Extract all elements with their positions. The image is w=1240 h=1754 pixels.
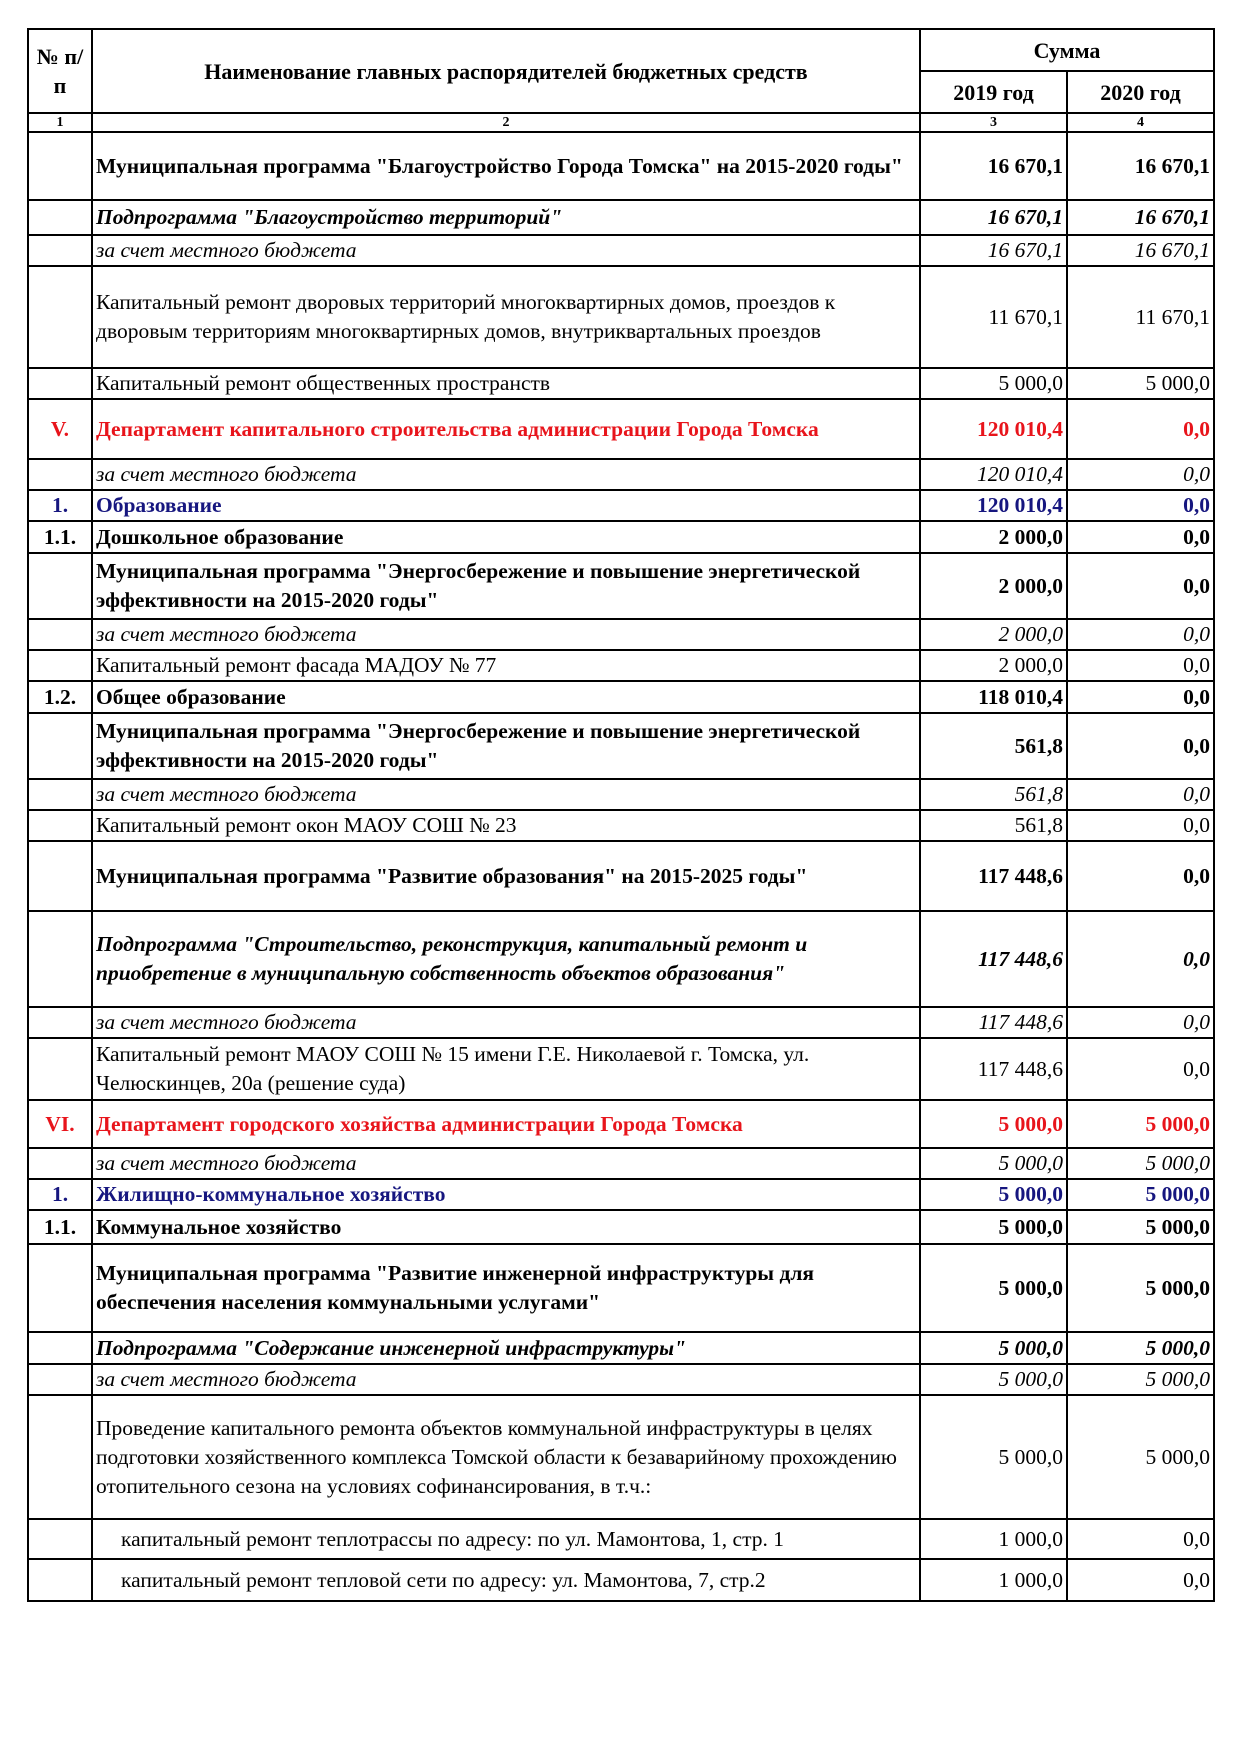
row-2019: 120 010,4 bbox=[920, 399, 1067, 459]
row-2020: 0,0 bbox=[1067, 1519, 1214, 1559]
table-row bbox=[28, 1559, 1214, 1601]
table-row bbox=[28, 841, 1214, 911]
table-row bbox=[28, 1364, 1214, 1395]
colnum-1: 1 bbox=[28, 113, 92, 132]
row-name: Департамент городского хозяйства администрации Города Томска bbox=[92, 1100, 920, 1148]
row-name: за счет местного бюджета bbox=[92, 779, 920, 810]
row-num bbox=[28, 1364, 92, 1395]
row-2020: 0,0 bbox=[1067, 911, 1214, 1007]
row-num bbox=[28, 1148, 92, 1179]
row-num bbox=[28, 841, 92, 911]
row-2020: 0,0 bbox=[1067, 619, 1214, 650]
row-2019: 2 000,0 bbox=[920, 553, 1067, 619]
row-name: за счет местного бюджета bbox=[92, 1148, 920, 1179]
row-2020: 11 670,1 bbox=[1067, 266, 1214, 368]
row-num: 1. bbox=[28, 1179, 92, 1210]
row-2020: 16 670,1 bbox=[1067, 200, 1214, 235]
row-name: Капитальный ремонт окон МАОУ СОШ № 23 bbox=[92, 810, 920, 841]
row-name: за счет местного бюджета bbox=[92, 1364, 920, 1395]
table-row bbox=[28, 235, 1214, 266]
row-2019: 16 670,1 bbox=[920, 235, 1067, 266]
row-name: Капитальный ремонт дворовых территорий многоквартирных домов, проездов к дворовым территориям многоквартирных домов, внутриквартальных проездов bbox=[92, 266, 920, 368]
budget-table-sheet bbox=[27, 28, 1213, 1602]
row-2020: 0,0 bbox=[1067, 459, 1214, 490]
table-row bbox=[28, 810, 1214, 841]
row-2020: 0,0 bbox=[1067, 1559, 1214, 1601]
row-num bbox=[28, 553, 92, 619]
table-row bbox=[28, 368, 1214, 399]
row-name: Коммунальное хозяйство bbox=[92, 1210, 920, 1244]
row-num bbox=[28, 779, 92, 810]
row-name: Капитальный ремонт МАОУ СОШ № 15 имени Г.Е. Николаевой г. Томска, ул. Челюскинцев, 20а (решение суда) bbox=[92, 1038, 920, 1100]
row-2019: 561,8 bbox=[920, 713, 1067, 779]
row-name: за счет местного бюджета bbox=[92, 235, 920, 266]
row-num bbox=[28, 810, 92, 841]
row-2019: 118 010,4 bbox=[920, 681, 1067, 713]
row-2020: 5 000,0 bbox=[1067, 1148, 1214, 1179]
row-2020: 16 670,1 bbox=[1067, 235, 1214, 266]
row-2019: 5 000,0 bbox=[920, 1332, 1067, 1364]
header-2020: 2020 год bbox=[1067, 71, 1214, 113]
table-row bbox=[28, 650, 1214, 681]
row-2019: 5 000,0 bbox=[920, 368, 1067, 399]
row-name: Муниципальная программа "Развитие инженерной инфраструктуры для обеспечения населения коммунальными услугами" bbox=[92, 1244, 920, 1332]
colnum-3: 3 bbox=[920, 113, 1067, 132]
colnum-4: 4 bbox=[1067, 113, 1214, 132]
table-row bbox=[28, 521, 1214, 553]
row-2020: 5 000,0 bbox=[1067, 1210, 1214, 1244]
row-2019: 120 010,4 bbox=[920, 490, 1067, 521]
row-num bbox=[28, 132, 92, 200]
table-row bbox=[28, 1038, 1214, 1100]
row-2019: 117 448,6 bbox=[920, 911, 1067, 1007]
row-2019: 5 000,0 bbox=[920, 1364, 1067, 1395]
row-2019: 561,8 bbox=[920, 779, 1067, 810]
row-name: капитальный ремонт тепловой сети по адресу: ул. Мамонтова, 7, стр.2 bbox=[92, 1559, 920, 1601]
row-2019: 5 000,0 bbox=[920, 1100, 1067, 1148]
row-2019: 1 000,0 bbox=[920, 1559, 1067, 1601]
table-row-department bbox=[28, 1100, 1214, 1148]
row-name: Капитальный ремонт фасада МАДОУ № 77 bbox=[92, 650, 920, 681]
header-name: Наименование главных распорядителей бюджетных средств bbox=[92, 29, 920, 113]
row-2019: 5 000,0 bbox=[920, 1244, 1067, 1332]
row-2019: 2 000,0 bbox=[920, 650, 1067, 681]
row-2020: 5 000,0 bbox=[1067, 1395, 1214, 1519]
table-row-section bbox=[28, 490, 1214, 521]
table-row bbox=[28, 200, 1214, 235]
row-num: V. bbox=[28, 399, 92, 459]
row-name: капитальный ремонт теплотрассы по адресу: по ул. Мамонтова, 1, стр. 1 bbox=[92, 1519, 920, 1559]
row-name: Общее образование bbox=[92, 681, 920, 713]
row-2020: 5 000,0 bbox=[1067, 1100, 1214, 1148]
table-row bbox=[28, 1007, 1214, 1038]
row-name: Муниципальная программа "Развитие образования" на 2015-2025 годы" bbox=[92, 841, 920, 911]
row-2019: 117 448,6 bbox=[920, 841, 1067, 911]
row-num bbox=[28, 1519, 92, 1559]
row-2019: 117 448,6 bbox=[920, 1007, 1067, 1038]
row-2019: 120 010,4 bbox=[920, 459, 1067, 490]
header-num: № п/п bbox=[28, 29, 92, 113]
budget-table bbox=[27, 28, 1215, 1602]
table-row bbox=[28, 1244, 1214, 1332]
row-num: 1. bbox=[28, 490, 92, 521]
row-name: Жилищно-коммунальное хозяйство bbox=[92, 1179, 920, 1210]
row-name: Подпрограмма "Строительство, реконструкция, капитальный ремонт и приобретение в муниципальную собственность объектов образования" bbox=[92, 911, 920, 1007]
row-num bbox=[28, 459, 92, 490]
row-num bbox=[28, 911, 92, 1007]
row-2020: 0,0 bbox=[1067, 1038, 1214, 1100]
row-name: за счет местного бюджета bbox=[92, 619, 920, 650]
header-sum: Сумма bbox=[920, 29, 1214, 71]
table-row bbox=[28, 911, 1214, 1007]
row-name: Муниципальная программа "Благоустройство Города Томска" на 2015-2020 годы" bbox=[92, 132, 920, 200]
row-num: 1.1. bbox=[28, 1210, 92, 1244]
row-2020: 0,0 bbox=[1067, 553, 1214, 619]
row-num bbox=[28, 713, 92, 779]
table-row bbox=[28, 132, 1214, 200]
table-row bbox=[28, 619, 1214, 650]
row-2019: 5 000,0 bbox=[920, 1148, 1067, 1179]
row-num bbox=[28, 1244, 92, 1332]
row-num bbox=[28, 1332, 92, 1364]
row-num: 1.2. bbox=[28, 681, 92, 713]
row-2020: 0,0 bbox=[1067, 681, 1214, 713]
row-num bbox=[28, 235, 92, 266]
table-row bbox=[28, 1148, 1214, 1179]
table-row bbox=[28, 553, 1214, 619]
row-2019: 117 448,6 bbox=[920, 1038, 1067, 1100]
row-2019: 561,8 bbox=[920, 810, 1067, 841]
row-name: Муниципальная программа "Энергосбережение и повышение энергетической эффективности на 2015-2020 годы" bbox=[92, 553, 920, 619]
row-2020: 0,0 bbox=[1067, 810, 1214, 841]
row-2020: 5 000,0 bbox=[1067, 1364, 1214, 1395]
row-2020: 0,0 bbox=[1067, 841, 1214, 911]
row-2020: 0,0 bbox=[1067, 399, 1214, 459]
table-row bbox=[28, 779, 1214, 810]
table-row bbox=[28, 266, 1214, 368]
row-name: Проведение капитального ремонта объектов коммунальной инфраструктуры в целях подготовки хозяйственного комплекса Томской области к безаварийному прохождению отопительного сезона на условиях софинансирования, в т.ч.: bbox=[92, 1395, 920, 1519]
row-2020: 0,0 bbox=[1067, 521, 1214, 553]
row-2020: 16 670,1 bbox=[1067, 132, 1214, 200]
row-2020: 5 000,0 bbox=[1067, 1244, 1214, 1332]
header-2019: 2019 год bbox=[920, 71, 1067, 113]
row-num bbox=[28, 1395, 92, 1519]
table-row bbox=[28, 681, 1214, 713]
table-row-department bbox=[28, 399, 1214, 459]
table-row bbox=[28, 459, 1214, 490]
row-2019: 11 670,1 bbox=[920, 266, 1067, 368]
row-name: за счет местного бюджета bbox=[92, 1007, 920, 1038]
row-2019: 16 670,1 bbox=[920, 132, 1067, 200]
row-num bbox=[28, 368, 92, 399]
row-num bbox=[28, 650, 92, 681]
row-name: Департамент капитального строительства администрации Города Томска bbox=[92, 399, 920, 459]
row-2020: 5 000,0 bbox=[1067, 1179, 1214, 1210]
row-2020: 0,0 bbox=[1067, 490, 1214, 521]
row-name: Подпрограмма "Содержание инженерной инфраструктуры" bbox=[92, 1332, 920, 1364]
row-2019: 5 000,0 bbox=[920, 1179, 1067, 1210]
row-num bbox=[28, 1007, 92, 1038]
row-2020: 5 000,0 bbox=[1067, 1332, 1214, 1364]
row-name: Муниципальная программа "Энергосбережение и повышение энергетической эффективности на 2015-2020 годы" bbox=[92, 713, 920, 779]
colnum-2: 2 bbox=[92, 113, 920, 132]
row-2020: 0,0 bbox=[1067, 779, 1214, 810]
row-2020: 0,0 bbox=[1067, 1007, 1214, 1038]
row-2019: 5 000,0 bbox=[920, 1210, 1067, 1244]
row-2020: 0,0 bbox=[1067, 650, 1214, 681]
row-name: Капитальный ремонт общественных пространств bbox=[92, 368, 920, 399]
row-2020: 5 000,0 bbox=[1067, 368, 1214, 399]
row-2020: 0,0 bbox=[1067, 713, 1214, 779]
row-num bbox=[28, 266, 92, 368]
row-num bbox=[28, 200, 92, 235]
row-num bbox=[28, 619, 92, 650]
row-2019: 5 000,0 bbox=[920, 1395, 1067, 1519]
row-2019: 2 000,0 bbox=[920, 619, 1067, 650]
row-name: Образование bbox=[92, 490, 920, 521]
table-row bbox=[28, 1395, 1214, 1519]
table-row-section bbox=[28, 1179, 1214, 1210]
row-num: VI. bbox=[28, 1100, 92, 1148]
row-2019: 16 670,1 bbox=[920, 200, 1067, 235]
row-num: 1.1. bbox=[28, 521, 92, 553]
table-row bbox=[28, 1519, 1214, 1559]
table-row bbox=[28, 1210, 1214, 1244]
row-name: Подпрограмма "Благоустройство территорий" bbox=[92, 200, 920, 235]
row-name: Дошкольное образование bbox=[92, 521, 920, 553]
row-2019: 2 000,0 bbox=[920, 521, 1067, 553]
row-name: за счет местного бюджета bbox=[92, 459, 920, 490]
row-num bbox=[28, 1559, 92, 1601]
table-row bbox=[28, 1332, 1214, 1364]
row-2019: 1 000,0 bbox=[920, 1519, 1067, 1559]
table-row bbox=[28, 713, 1214, 779]
row-num bbox=[28, 1038, 92, 1100]
